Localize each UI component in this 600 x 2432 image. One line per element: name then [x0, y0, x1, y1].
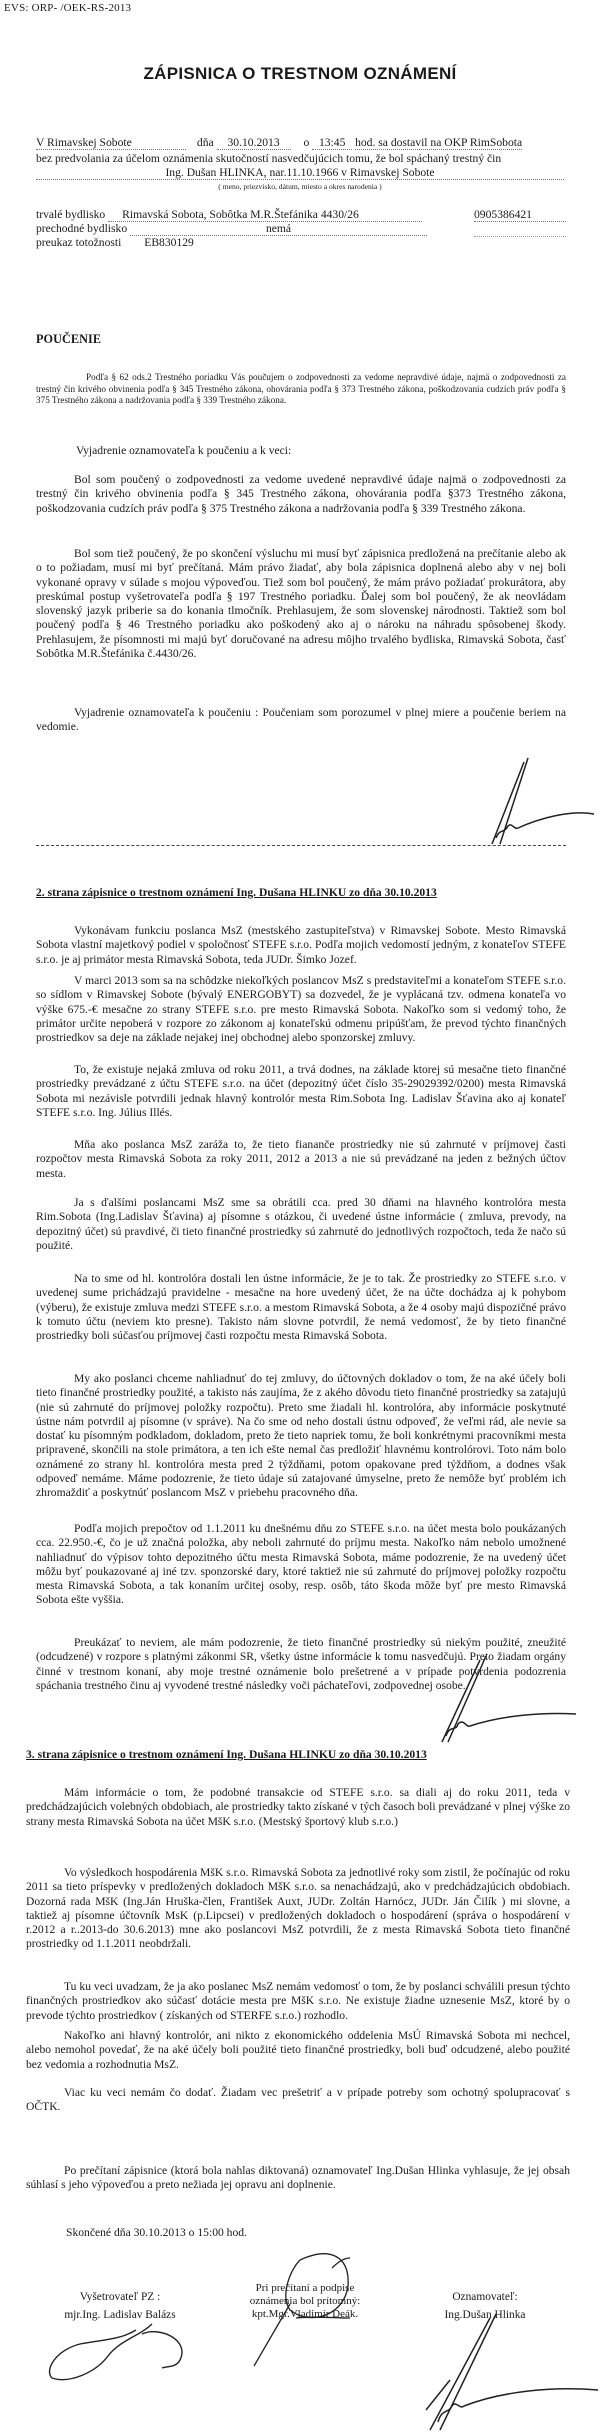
- investigator-signature: [40, 2320, 200, 2390]
- witness-label-2: oznámenia bol prítomný:: [249, 2295, 361, 2307]
- reporter-signature-1: [470, 748, 600, 858]
- intro-line-1: [36, 136, 522, 150]
- page2-paragraph: Preukázať to neviem, ale mám podozrenie, že tieto finančné prostriedky sú niekým použité, zneužité (odcudzené) v rozpore s platnými zákonmi SR, všetky ústne informácie k tomu nasvedčujú. Preto žiadam orgány činné v trestnom konaní, aby moje trestné oznámenie bolo prešetrené a v prípade potvrdenia podozrenia spáchania trestného činu aj vyvodené trestné následky voči páchateľovi, zodpovednej osobe..: [36, 1636, 566, 1692]
- permanent-address-field: Rimavská Sobota, Sobôtka M.R.Štefánika 4430/26: [108, 208, 422, 222]
- id-label: preukaz totožnosti: [36, 236, 122, 249]
- ended-time: Skončené dňa 30.10.2013 o 15:00 hod.: [66, 2226, 247, 2239]
- instruction-paragraph-2: Bol som tiež poučený, že po skončení výsluchu mi musí byť zápisnica predložená na prečítanie alebo ak o to požiadam, musí mi byť prečítaná. Mám právo žiadať, aby bola zápisnica doplnená alebo aby v nej boli vykonané opravy v súlade s mojou výpoveďou. Tiež som bol poučený, že mám právo požiadať prokurátora, aby preskúmal postup vyšetrovateľa podľa § 197 Trestného poriadku. Ďalej som bol poučený, že ak neovládam slovenský jazyk priberie sa do konania tlmočník. Prehlasujem, že som slovenskej národnosti. Taktiež som bol poučený podľa § 46 Trestného poriadku ako poškodený ako aj o nároku na náhradu spôsobenej škody. Prehlasujem, že písomnosti mi majú byť doručované na adresu môjho trvalého bydliska, Rimavská Sobota, časť Sobôtka M.R.Štefánika č.4430/26.: [36, 547, 566, 661]
- page2-paragraph: V marci 2013 som sa na schôdzke niekoľkých poslancov MsZ s predstaviteľmi a konateľom STEFE s.r.o. so sídlom v Rimavskej Sobote (bývalý ENERGOBYT) sa dozvedel, že je vyplácaná tzv. odmena konateľa vo výške 675.-€ mesačne zo strany STEFE s.r.o. pre mesto Rimavská Sobota. Nakoľko som si vedomý toho, že primátor určite nepoberá v rozpore zo zákonom aj konateľskú odmenu pripúšťam, že prevod týchto finančných prostriedkov sa deje na základe nejakej inej obchodnej alebo sponzorskej zmluvy.: [36, 974, 566, 1045]
- arrival-text: hod. sa dostavil na OKP RimSobota: [355, 136, 523, 149]
- time-field: 13:45: [312, 136, 352, 150]
- reporter-label: Oznamovateľ:: [452, 2291, 518, 2303]
- page3-paragraph: Viac ku veci nemám čo dodať. Žiadam vec prešetriť a v prípade potreby som ochotný spolupracovať s OČTK.: [26, 2086, 570, 2114]
- page3-heading: 3. strana zápisnice o trestnom oznámení Ing. Dušana HLINKU zo dňa 30.10.2013: [26, 1748, 427, 1761]
- instruction-paragraph-1: Bol som poučený o zodpovednosti za vedome uvedené nepravdivé údaje najmä o zodpovednosti za trestný čin krivého obvinenia podľa § 345 Trestného zákona, ohovárania podľa §373 Trestného zákona, poškodzovania cudzích práv podľa § 375 Trestného zákona a nadržovania podľa § 339 Trestného zákona.: [36, 473, 566, 515]
- place-field: V Rimavskej Sobote: [36, 136, 186, 150]
- reporter-signature-3: [420, 2310, 600, 2432]
- page3-paragraph: Nakoľko ani hlavný kontrolór, ani nikto z ekonomického oddelenia MsÚ Rimavská Sobota mi nechcel, alebo nemohol povedať, že na aké účely boli použité tieto finančné prostriedky, boli buď odcudzené, alebo použité bez vedomia a rozhodnutia MsZ.: [26, 2029, 570, 2071]
- temporary-address-label: prechodné bydlisko: [36, 222, 128, 235]
- temporary-phone-blank: [474, 236, 566, 237]
- page2-paragraph: To, že existuje nejaká zmluva od roku 2011, a trvá dodnes, na základe ktorej sú mesačne tieto finančné prostriedky prevádzané z účtu STEFE s.r.o. na účet (depozitný účet číslo 35-29029392/0200) mesta Rimavská Sobota mi nezávisle potvrdili jednak hlavný kontrolór mesta Rim.Sobota Ing. Ladislav Šťavina ako aj konateľ STEFE s.r.o. Ing. Július Illés.: [36, 1063, 566, 1119]
- witness-signature: [240, 2246, 370, 2396]
- date-label: dňa: [196, 136, 214, 149]
- person-caption: ( meno, priezvisko, dátum, miesto a okres narodenia ): [218, 182, 382, 191]
- page2-paragraph: Na to sme od hl. kontrolóra dostali len ústne informácie, že je to tak. Že prostriedky zo STEFE s.r.o. v uvedenej sume prichádzajú pravidelne - mesačne na hore uvedený účet, že na účte dochádza aj k pohybom (výberu), že existuje zmluva medzi STEFE s.r.o. a mestom Rimavská Sobota, a že 4 osoby majú dispozičné právo k tomuto účtu (neviem kto presne). Takisto nám slovne potvrdil, že nemá vedomosť, že by tieto finančné prostriedky boli súčasťou príjmovej časti rozpočtu mesta Rimavská Sobota.: [36, 1272, 566, 1343]
- closing-statement: Po prečítaní zápisnice (ktorá bola nahlas diktovaná) oznamovateľ Ing.Dušan Hlinka vyhlasuje, že jej obsah súhlasí s jeho výpoveďou a preto nežiada jej opravu ani doplnenie.: [26, 2164, 570, 2192]
- witness-label-1: Pri prečítaní a podpise: [255, 2282, 355, 2294]
- page2-heading: 2. strana zápisnice o trestnom oznámení Ing. Dušana HLINKU zo dňa 30.10.2013: [36, 886, 437, 899]
- page2-paragraph: Mňa ako poslanca MsZ zaráža to, že tieto fiananče prostriedky nie sú zahrnuté v príjmovej časti rozpočtov mesta Rimavská Sobota za roky 2011, 2012 a 2013 a nie sú prevádzané na jeden z bežných účtov mesta.: [36, 1138, 566, 1180]
- instruction-paragraph-3: Vyjadrenie oznamovateľa k poučeniu : Poučeniam som porozumel v plnej miere a poučenie beriem na vedomie.: [36, 706, 566, 734]
- document-reference: EVS: ORP- /OEK-RS-2013: [4, 2, 132, 14]
- temporary-address-field: nemá: [130, 222, 427, 236]
- date-field: 30.10.2013: [217, 136, 291, 150]
- page2-paragraph: Ja s ďalšími poslancami MsZ sme sa obrátili cca. pred 30 dňami na hlavného kontrolóra mesta Rim.Sobota (Ing.Ladislav Šťavina) aj písomne s otázkou, či uvedené ústne informácie ( zmluva, prevody, na depozitný účet) sú pravdivé, či tieto finančné prostriedky sú zahrnuté do jednotlivých rozpočtoch, teda že načo sú použité.: [36, 1196, 566, 1252]
- purpose-text: bez predvolania za účelom oznámenia skutočností nasvedčujúcich tomu, že bol spáchaný trestný čin: [36, 152, 502, 165]
- investigator-name: mjr.Ing. Ladislav Balázs: [64, 2309, 176, 2321]
- id-number: EB830129: [144, 236, 194, 249]
- instruction-heading: POUČENIE: [36, 332, 102, 346]
- permanent-address-row: [36, 208, 422, 222]
- page2-paragraph: Vykonávam funkciu poslanca MsZ (mestského zastupiteľstva) v Rimavskej Sobote. Mesto Rimavská Sobota vlastní majetkový podiel v spoločnosť STEFE s.r.o. Podľa mojich vedomostí jedným, z konateľov STEFE s.r.o. je aj primátor mesta Rimavská Sobota, teda JUDr. Šimko Jozef.: [36, 924, 566, 966]
- reporter-name: Ing.Dušan Hlinka: [444, 2309, 526, 2321]
- time-label: o: [303, 136, 310, 149]
- temporary-address-row: [36, 222, 427, 236]
- investigator-label: Vyšetrovateľ PZ :: [79, 2291, 161, 2303]
- page3-paragraph: Vo výsledkoch hospodárenia MšK s.r.o. Rimavská Sobota za jednotlivé roky som zistil, že počínajúc od roku 2011 sa tieto príspevky v predložených dokladoch MšK s.r.o. sa nenachádzajú, ako v predchádzajúcich obdobiach. Dozorná rada MšK (Ing.Ján Hruška-člen, František Auxt, JUDr. Zoltán Harnócz, JUDr. Ján Čilík ) mi slovne, a taktiež aj písomne účtovník MsK (p.Lipcsei) v predložených dokladoch o hospodárení (správa o hospodárení v r.2012 a r..2013-do 30.6.2013) mne ako poslancovi MsZ potvrdili, že z mesta Rimavská Sobota tieto finančné prostriedky od 1.1.2011 neobdržali.: [26, 1866, 570, 1951]
- page2-paragraph: My ako poslanci chceme nahliadnuť do tej zmluvy, do účtovných dokladov o tom, že na aké účely boli tieto finančné prostriedky použité, a takisto nás zaujíma, že z akého dôvodu tieto finančné prostriedky sa zatajujú (nie sú zahrnuté do príjmovej položky rozpočtu). Preto sme žiadali hl. kontrolóra, aby informácie poskytnuté ústne nám potvrdil aj písomne (v správe). Na čo sme od neho dostali ústnu odpoveď, že veľmi rád, ale nevie sa dostať ku písomným podkladom, dokladom, preto že tieto napriek tomu, že boli konkrétnymi pracovníkmi mesta pripravené, skončili na stole primátora, a ten ich ešte nemal čas predložiť hlavnému kontrolórovi. Toto nám bolo oznámené zo strany hl. kontrolóra mesta pred 2 týždňami, potom opakovane pred týždňom, a dodnes však odpoveď nemáme. Máme podozrenie, že tieto údaje sú zatajované úmyselne, preto že nemôže byť problém ich zhromaždiť a poskytnúť poslancom MsZ v priebehu pracovného dňa.: [36, 1372, 566, 1500]
- permanent-address-label: trvalé bydlisko: [36, 208, 106, 221]
- legal-text: Podľa § 62 ods.2 Trestného poriadku Vás poučujem o zodpovednosti za vedome nepravdivé údaje, najmä o zodpovednosti za trestný čin krivého obvinenia podľa § 345 Trestného zákona, ohovárania podľa § 373 Trestného zákona, poškodzovania cudzích práv podľa § 375 Trestného zákona a nadržovania podľa § 339 Trestného zákona.: [36, 372, 566, 405]
- statement-label: Vyjadrenie oznamovateľa k poučeniu a k veci:: [76, 444, 292, 457]
- investigator-block: [40, 2290, 200, 2322]
- page-divider: [36, 845, 566, 846]
- phone-field: 0905386421: [474, 208, 566, 222]
- person-field: Ing. Dušan HLINKA, nar.11.10.1966 v Rimavskej Sobote: [36, 166, 564, 180]
- page3-paragraph: Mám informácie o tom, že podobné transakcie od STEFE s.r.o. sa diali aj do roku 2011, teda v predchádzajúcich volebných obdobiach, ale prostriedky takto získané v tých časoch boli prevádzané v plnej výške zo strany mesta Rimavská Sobota na účet MšK s.r.o. (Mestský športový klub s.r.o.): [26, 1786, 570, 1828]
- id-row: [36, 236, 194, 249]
- witness-name: kpt.Mgr.Vladimír Deák.: [251, 2308, 359, 2320]
- page3-paragraph: Tu ku veci uvadzam, že ja ako poslanec MsZ nemám vedomosť o tom, že by poslanci schválili presun týchto finančných prostriedkov ako súčasť dotácie mesta pre MšK s.r.o. Ne existuje žiadne uznesenie MsZ, ktoré by o prevode týchto prostriedkov ( získaných od STERFE s.r.o.) rozhodlo.: [26, 1980, 570, 2022]
- document-title: ZÁPISNICA O TRESTNOM OZNÁMENÍ: [143, 64, 457, 83]
- reporter-signature-2: [430, 1650, 580, 1750]
- page2-paragraph: Podľa mojich prepočtov od 1.1.2011 ku dnešnému dňu zo STEFE s.r.o. na účet mesta bolo poukázaných cca. 22.950.-€, čo je už značná položka, aby neboli zahrnuté do príjmu mesta. Nakoľko nám nebolo umožnené nahliadnuť do výpisov tohto depozitného účtu mesta Rimavská Sobota, máme podozrenie, že na uvedený účet môžu byť poukazované aj iné tzv. sponzorské dary, ktoré taktiež nie sú zahrnuté do príjmovej položky rozpočtu mesta Rimavská Sobota, a tak konaním určitej osoby, resp. osôb, táto škoda môže byť pre mesto Rimavská Sobota ešte vyššia.: [36, 1522, 566, 1607]
